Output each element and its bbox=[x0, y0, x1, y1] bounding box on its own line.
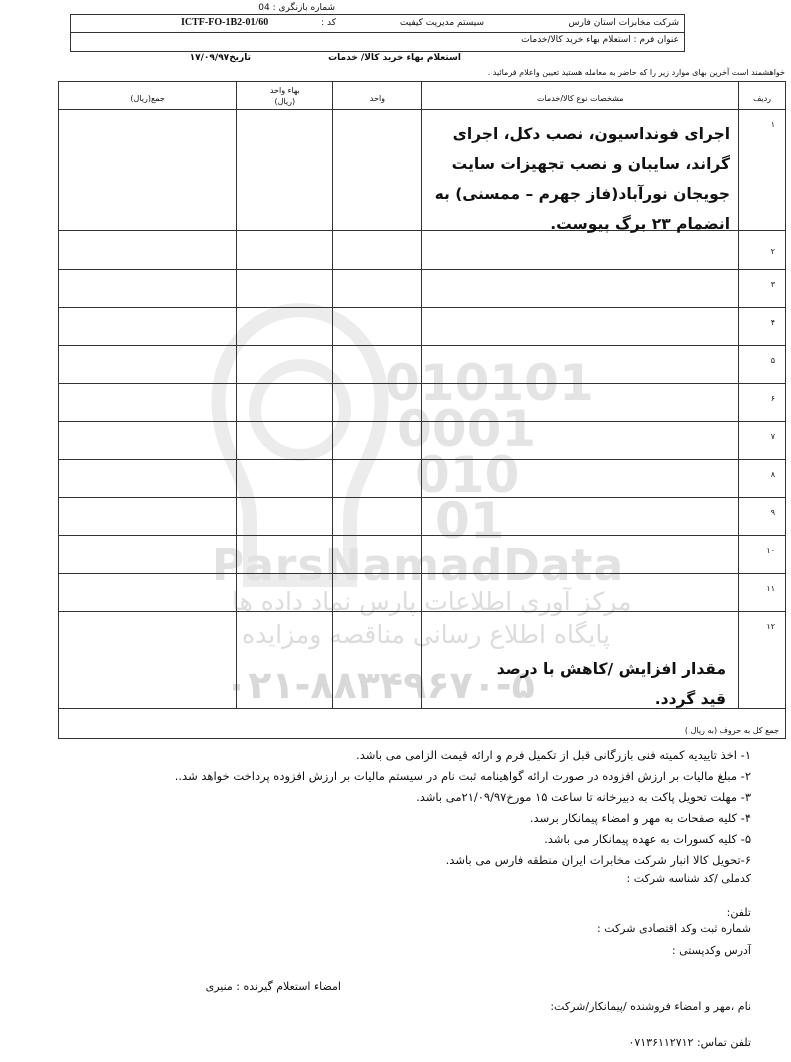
watermark-digits: 010101 0001 010 01 bbox=[385, 354, 594, 550]
watermark-phone: ۰۲۱-۸۸۳۴۹۶۷۰-۵ bbox=[225, 663, 535, 707]
table-row bbox=[59, 498, 786, 536]
table-row bbox=[59, 110, 786, 231]
header-unit: واحد bbox=[369, 94, 386, 103]
row-number: ۸ bbox=[770, 470, 775, 479]
national-id-field: کدملی /کد شناسه شرکت : bbox=[626, 872, 751, 885]
note-item: ۵- کلیه کسورات به عهده پیمانکار می باشد. bbox=[544, 832, 751, 846]
total-words-row bbox=[59, 709, 786, 739]
form-title: عنوان فرم : استعلام بهاء خرید کالا/خدمات bbox=[521, 35, 679, 45]
table-row bbox=[59, 460, 786, 498]
inquiry-title: استعلام بهاء خرید کالا/ خدمات bbox=[328, 53, 461, 63]
price-table bbox=[58, 81, 786, 739]
tracking-number: شماره بازنگری : 04 bbox=[258, 3, 335, 13]
table-row bbox=[59, 536, 786, 574]
company-name: شرکت مخابرات استان فارس bbox=[568, 18, 679, 28]
header-box bbox=[70, 14, 685, 52]
code-label: کد : bbox=[321, 18, 336, 28]
table-row bbox=[59, 270, 786, 308]
watermark-line1: مرکز آوری اطلاعات پارس نماد داده ها bbox=[232, 587, 632, 616]
row-number: ۱ bbox=[770, 120, 775, 129]
address-field: آدرس وکدپستی : bbox=[671, 944, 751, 957]
seal-field: نام ،مهر و امضاء فروشنده /پیمانکار/شرکت: bbox=[550, 1000, 751, 1013]
row-number: ۶ bbox=[770, 394, 775, 403]
watermark-line2: پایگاه اطلاع رسانی مناقصه ومزایده bbox=[242, 620, 610, 649]
table-row bbox=[59, 422, 786, 460]
table-row bbox=[59, 308, 786, 346]
table-row bbox=[59, 574, 786, 612]
note-item: ۲- مبلغ مالیات بر ارزش افزوده در صورت ارائه گواهینامه ثبت نام در سیستم مالیات بر ارزش افزوده پرداخت خواهد شد.. bbox=[174, 769, 751, 783]
registration-field: شماره ثبت وکد اقتصادی شرکت : bbox=[596, 922, 751, 935]
header-row-no: ردیف bbox=[753, 94, 771, 103]
row-number: ۹ bbox=[770, 508, 775, 517]
note-item: ۴- کلیه صفحات به مهر و امضاء پیمانکار برسد. bbox=[529, 811, 751, 825]
row-number: ۲ bbox=[770, 247, 775, 256]
notes-list bbox=[51, 748, 751, 868]
phone-field: تلفن: bbox=[726, 906, 751, 919]
row-number: ۵ bbox=[770, 356, 775, 365]
total-in-words-label: جمع کل به حروف (به ریال ) bbox=[684, 726, 779, 735]
header-total: جمع(ریال) bbox=[130, 94, 165, 103]
row-number: ۱۲ bbox=[766, 622, 775, 631]
table-row bbox=[59, 346, 786, 384]
row-number: ۳ bbox=[770, 280, 775, 289]
table-row bbox=[59, 384, 786, 422]
note-item: ۱- اخذ تاییدیه کمیته فنی بازرگانی قبل از تکمیل فرم و ارائه قیمت الزامی می باشد. bbox=[356, 748, 751, 762]
watermark-brand: ParsNamadData bbox=[212, 540, 625, 591]
row-number: ۱۱ bbox=[766, 584, 775, 593]
row1-description: اجرای فونداسیون، نصب دکل، اجرای گراند، سایبان و نصب تجهیزات سایت جویجان نورآباد(فاز جهرم – ممسنی) به انضمام ۲۳ برگ پیوست. bbox=[434, 125, 731, 233]
note-item: ۶-تحویل کالا انبار شرکت مخابرات ایران منطقه فارس می باشد. bbox=[445, 853, 751, 867]
table-row bbox=[59, 612, 786, 709]
header-spec: مشخصات نوع کالا/خدمات bbox=[536, 94, 624, 103]
note-item: ۳- مهلت تحویل پاکت به دبیرخانه تا ساعت ۱۵ مورخ۲۱/۰۹/۹۷می باشد. bbox=[416, 790, 751, 804]
row-number: ۷ bbox=[770, 432, 775, 441]
system-name: سیستم مدیریت کیفیت bbox=[399, 18, 484, 28]
signer-field: امضاء استعلام گیرنده : منیری bbox=[205, 980, 341, 993]
row-number: ۱۰ bbox=[766, 546, 775, 555]
inquiry-date: تاریخ۱۷/۰۹/۹۷ bbox=[189, 53, 251, 63]
row-number: ۴ bbox=[770, 318, 775, 327]
table-header-row bbox=[59, 82, 786, 110]
handwritten-note: مقدار افزایش /کاهش با درصد قید گردد. bbox=[496, 660, 727, 708]
form-code: ICTF-FO-1B2-01/60 bbox=[181, 17, 269, 28]
header-unit-price: بهاء واحد (ریال) bbox=[269, 85, 300, 106]
contact-phone: تلفن تماس: ۰۷۱۳۶۱۱۲۷۱۲ bbox=[628, 1036, 751, 1049]
request-text: خواهشمند است آخرین بهای موارد زیر را که حاضر به معامله هستید تعیین واعلام فرمائید . bbox=[487, 68, 785, 77]
